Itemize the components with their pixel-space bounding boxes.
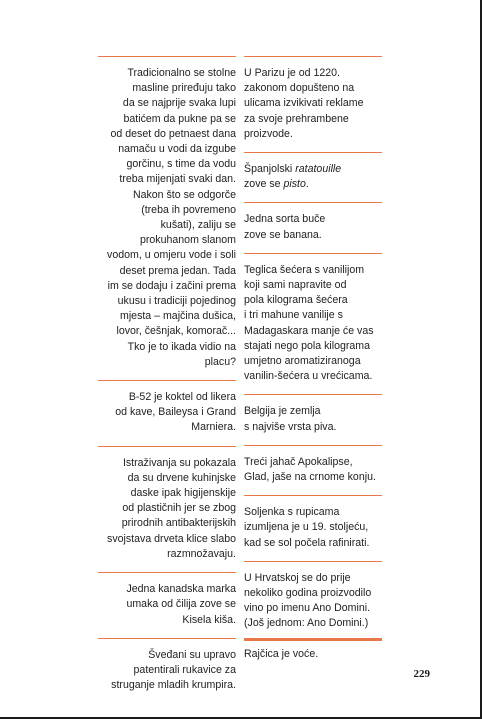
- fact-line: od kave, Baileysa i Grand: [115, 406, 236, 419]
- fact-block-vanilla-sugar: [244, 253, 382, 395]
- fact-line: struganje mladih krumpira.: [111, 679, 236, 692]
- fact-line: im se dodaju i začini prema: [107, 279, 236, 292]
- fact-line: umjetno aromatiziranoga: [244, 355, 361, 368]
- fact-line: Kisela kiša.: [182, 613, 236, 626]
- fact-line: patentirali rukavice za: [133, 663, 236, 676]
- italic-term: pisto: [283, 178, 306, 191]
- fact-line: da se najprije svaka lupi: [122, 97, 236, 110]
- fact-block-ratatouille: [244, 152, 382, 202]
- fact-line: zakonom dopušteno na: [244, 82, 355, 95]
- fact-line: Tradicionalno se stolne: [127, 67, 236, 79]
- closing-fact: Rajčica je voće.: [244, 647, 319, 660]
- fact-line: B-52 je koktel od likera: [128, 391, 236, 404]
- fact-line: Soljenka s rupicama: [244, 506, 340, 519]
- fact-line: masline priređuju tako: [132, 82, 236, 95]
- fact-line: vanilin-šećera u vrećicama.: [244, 370, 373, 383]
- right-fact-column: [244, 56, 382, 662]
- page-number: 229: [413, 668, 430, 680]
- fact-line: i tri mahune vanilije s: [244, 309, 343, 322]
- fact-line: placu?: [204, 355, 236, 368]
- fact-block-potato-gloves: [98, 638, 236, 704]
- fact-block-belgium: [244, 394, 382, 444]
- fact-line: prokuhanom slanom: [140, 234, 236, 247]
- fact-line: Tko je to ikada vidio na: [127, 340, 236, 353]
- fact-line: Treći jahač Apokalipse,: [244, 455, 353, 468]
- fact-line: pola kilograma šećera: [244, 294, 348, 307]
- fact-line: kad se sol počela rafinirati.: [244, 536, 370, 549]
- fact-text: .: [305, 178, 309, 191]
- fact-line: izumljena je u 19. stoljeću,: [244, 521, 369, 534]
- fact-block-paris: [244, 56, 382, 152]
- fact-text: zove se: [244, 178, 284, 191]
- fact-block-cutting-boards: [98, 446, 236, 572]
- fact-line: nekoliko godina proizvodilo: [244, 587, 372, 600]
- left-fact-column: [98, 56, 236, 703]
- fact-line: Belgija je zemlja: [244, 405, 321, 418]
- fact-line: od plastičnih jer se zbog: [122, 502, 236, 515]
- fact-line: Šveđani su upravo: [148, 648, 236, 661]
- fact-line: Jedna sorta buče: [244, 213, 326, 226]
- fact-line: za svoje prehrambene: [244, 112, 349, 125]
- fact-block-chili-sauce: [98, 572, 236, 638]
- fact-line: Istraživanja su pokazala: [122, 456, 236, 469]
- fact-line: zove se banana.: [244, 228, 322, 241]
- fact-block-b52: [98, 380, 236, 446]
- fact-line: (treba ih povremeno: [141, 203, 236, 216]
- fact-line: U Parizu je od 1220.: [244, 67, 340, 79]
- fact-line: [244, 162, 382, 177]
- fact-line: ulicama izvikivati reklame: [244, 97, 364, 110]
- fact-block-salt-shaker: [244, 495, 382, 561]
- fact-line: Madagaskara manje će vas: [244, 324, 374, 337]
- fact-line: stajati nego pola kilograma: [244, 339, 371, 352]
- fact-line: Marniera.: [191, 421, 236, 434]
- fact-line: koji sami napravite od: [244, 279, 347, 292]
- fact-line: gorčinu, s time da vodu: [126, 158, 236, 171]
- fact-line: da su drvene kuhinjske: [127, 471, 236, 484]
- italic-term: ratatouille: [295, 163, 342, 176]
- fact-line: proizvode.: [244, 127, 293, 140]
- fact-line: deset prema jedan. Tada: [119, 264, 236, 277]
- fact-line: lovor, češnjak, komorač...: [116, 325, 236, 338]
- fact-block-apocalypse: [244, 445, 382, 495]
- fact-line: vodom, u omjeru vode i soli: [107, 249, 236, 262]
- fact-line: batićem da pukne pa se: [123, 112, 236, 125]
- fact-line: s najviše vrsta piva.: [244, 420, 337, 433]
- fact-block-olives: [98, 56, 236, 380]
- fact-line: Nakon što se odgorče: [132, 188, 236, 201]
- fact-line: svojstava drveta klice slabo: [107, 532, 236, 545]
- fact-line: daske ipak higijenskije: [130, 487, 236, 500]
- fact-line: [244, 177, 382, 192]
- fact-line: kušati), zaliju se: [160, 219, 236, 232]
- fact-line: vino po imenu Ano Domini.: [244, 602, 371, 615]
- fact-block-squash: [244, 202, 382, 252]
- fact-line: (Još jednom: Ano Domini.): [244, 617, 369, 630]
- fact-line: Glad, jaše na crnome konju.: [244, 471, 376, 484]
- fact-line: treba mijenjati svaki dan.: [119, 173, 236, 186]
- fact-line: umaka od čilija zove se: [126, 598, 236, 611]
- fact-block-ano-domini: [244, 561, 382, 641]
- fact-line: U Hrvatskoj se do prije: [244, 571, 351, 584]
- fact-line: Teglica šećera s vanilijom: [244, 263, 365, 276]
- fact-text: Španjolski: [244, 163, 296, 176]
- fact-line: namaču u vodi da izgube: [118, 143, 236, 156]
- fact-line: mjesta – majčina dušica,: [120, 310, 236, 323]
- fact-line: Jedna kanadska marka: [126, 583, 236, 596]
- fact-line: od deset do petnaest dana: [110, 127, 236, 140]
- fact-line: prirodnih antibakterijskih: [121, 517, 236, 530]
- fact-line: ukusu i tradiciji pojedinog: [117, 295, 236, 308]
- fact-line: razmnožavaju.: [167, 547, 236, 560]
